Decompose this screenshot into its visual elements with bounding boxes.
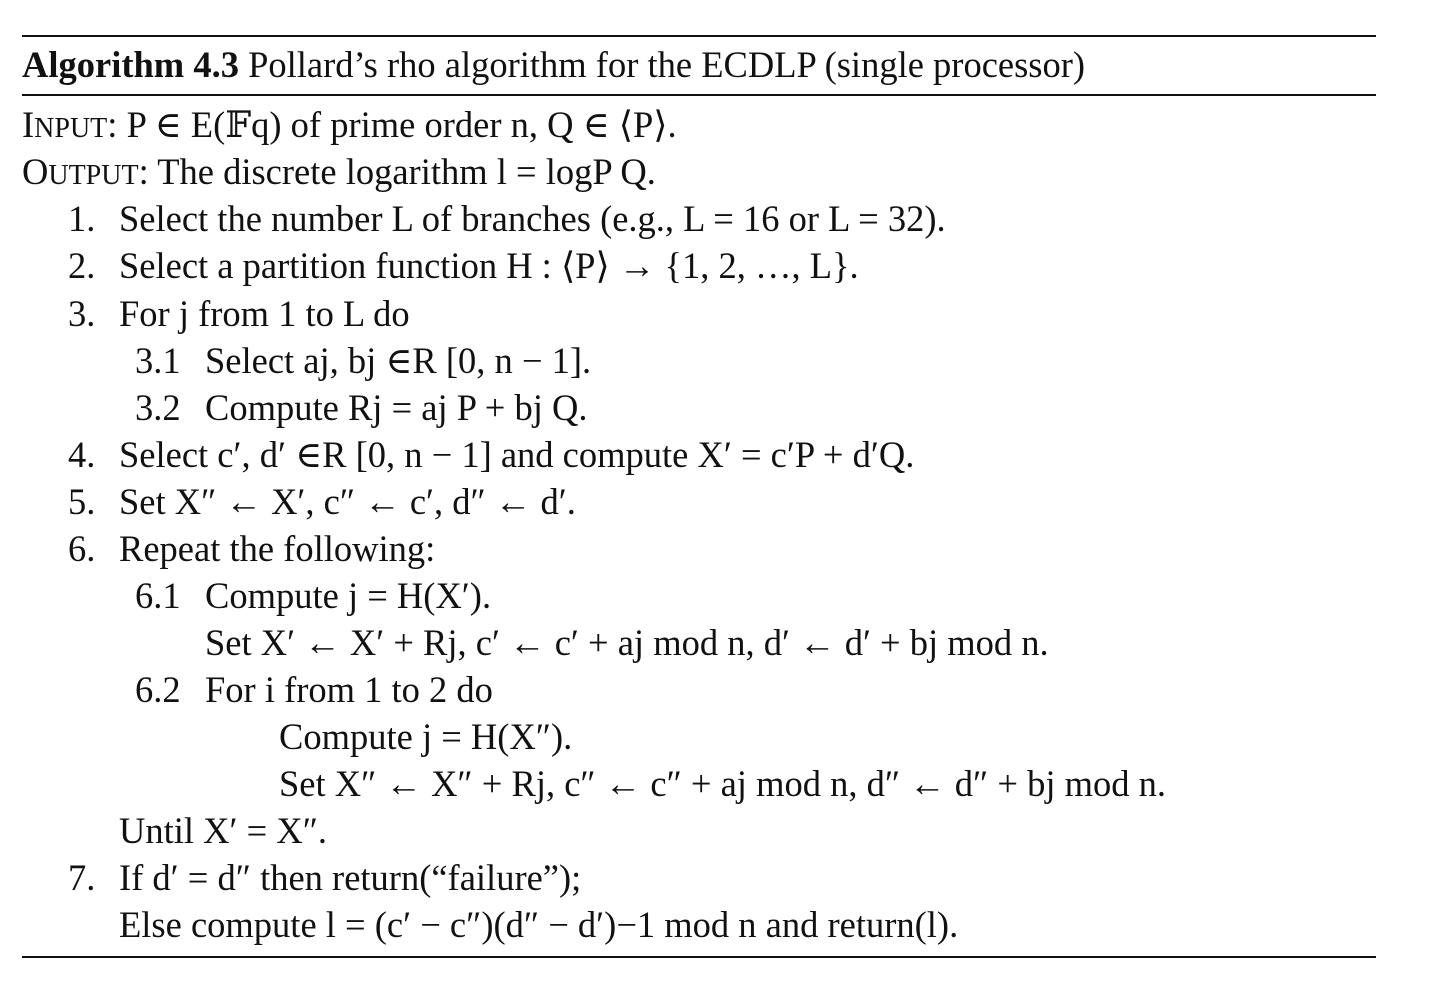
step-6-1 bbox=[135, 575, 492, 616]
step-text: Compute j = H(X′). bbox=[205, 575, 492, 616]
step-7-else bbox=[119, 904, 959, 945]
step-number: 1. bbox=[68, 198, 96, 239]
step-6-2 bbox=[135, 669, 493, 710]
step-text: Set X″ ← X′, c″ ← c′, d″ ← d′. bbox=[119, 481, 576, 522]
step-number: 6.1 bbox=[135, 575, 181, 616]
step-6-1-update bbox=[205, 622, 1049, 663]
algorithm-header bbox=[22, 44, 1086, 85]
step-text: Select a partition function H : ⟨P⟩ → {1, 2, …, L}. bbox=[119, 245, 859, 286]
step-text: Select aj, bj ∈R [0, n − 1]. bbox=[205, 340, 592, 381]
step-4 bbox=[68, 434, 915, 475]
step-3-1 bbox=[135, 340, 592, 381]
header-rule bbox=[22, 94, 1376, 96]
step-text: For i from 1 to 2 do bbox=[205, 669, 493, 710]
output-label: OUTPUT: bbox=[22, 151, 149, 192]
top-rule bbox=[22, 35, 1376, 37]
step-text: Until X′ = X″. bbox=[119, 810, 328, 851]
step-number: 4. bbox=[68, 434, 96, 475]
step-text: If d′ = d″ then return(“failure”); bbox=[119, 857, 582, 898]
output-line bbox=[22, 151, 656, 192]
step-number: 7. bbox=[68, 857, 96, 898]
step-text: For j from 1 to L do bbox=[119, 293, 410, 334]
step-number: 6. bbox=[68, 528, 96, 569]
input-text: P ∈ E(𝔽q) of prime order n, Q ∈ ⟨P⟩. bbox=[126, 104, 677, 145]
output-text: The discrete logarithm l = logP Q. bbox=[157, 151, 656, 192]
step-number: 3.1 bbox=[135, 340, 181, 381]
step-3 bbox=[68, 293, 410, 334]
step-6-2-compute bbox=[279, 716, 573, 757]
step-text: Set X″ ← X″ + Rj, c″ ← c″ + aj mod n, d″ ← d″ + bj mod n. bbox=[279, 763, 1166, 804]
step-6-2-update bbox=[279, 763, 1166, 804]
algorithm-title: Pollard’s rho algorithm for the ECDLP (single processor) bbox=[248, 44, 1086, 85]
step-number: 3. bbox=[68, 293, 96, 334]
step-1 bbox=[68, 198, 946, 239]
algorithm-label: Algorithm 4.3 bbox=[22, 44, 239, 85]
step-text: Select the number L of branches (e.g., L = 16 or L = 32). bbox=[119, 198, 946, 239]
step-number: 3.2 bbox=[135, 387, 181, 428]
step-7 bbox=[68, 857, 582, 898]
bottom-rule bbox=[22, 956, 1376, 958]
step-number: 5. bbox=[68, 481, 96, 522]
input-label: INPUT: bbox=[22, 104, 118, 145]
step-number: 2. bbox=[68, 245, 96, 286]
step-2 bbox=[68, 245, 859, 286]
input-line bbox=[22, 104, 677, 145]
step-text: Select c′, d′ ∈R [0, n − 1] and compute X′ = c′P + d′Q. bbox=[119, 434, 915, 475]
step-6 bbox=[68, 528, 436, 569]
until-line bbox=[119, 810, 328, 851]
step-text: Repeat the following: bbox=[119, 528, 436, 569]
step-number: 6.2 bbox=[135, 669, 181, 710]
step-text: Compute j = H(X″). bbox=[279, 716, 573, 757]
step-3-2 bbox=[135, 387, 588, 428]
step-text: Else compute l = (c′ − c″)(d″ − d′)−1 mod n and return(l). bbox=[119, 904, 959, 945]
step-text: Set X′ ← X′ + Rj, c′ ← c′ + aj mod n, d′ ← d′ + bj mod n. bbox=[205, 622, 1049, 663]
step-text: Compute Rj = aj P + bj Q. bbox=[205, 387, 588, 428]
step-5 bbox=[68, 481, 576, 522]
